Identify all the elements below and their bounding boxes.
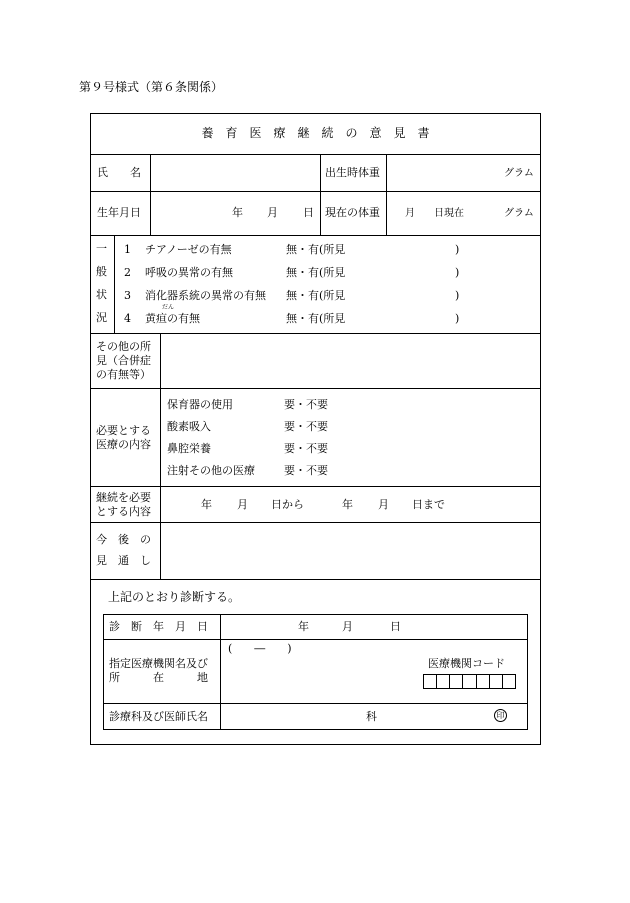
birthdate-month: 月 [267, 206, 278, 219]
diagnosis-month: 月 [342, 620, 353, 633]
care-item-label: 注射その他の医療 [167, 464, 255, 477]
care-item-label: 保育器の使用 [167, 398, 233, 411]
diagnosis-date-field[interactable] [222, 616, 526, 637]
general-item-close: ) [455, 289, 460, 302]
col-line [150, 154, 151, 235]
current-weight-unit: グラム [504, 208, 534, 219]
other-findings-field[interactable] [162, 335, 538, 386]
code-divider [489, 674, 490, 689]
birthdate-field[interactable] [152, 193, 318, 233]
general-item-close: ) [455, 266, 460, 279]
continuation-until-day: 日まで [412, 498, 445, 511]
care-item-option[interactable]: 要・不要 [284, 398, 328, 411]
form-number: 第９号様式（第６条関係） [79, 80, 224, 94]
doctor-field[interactable] [222, 705, 482, 728]
general-item-num: 4 [124, 312, 131, 325]
current-weight-month: 月 [405, 208, 415, 219]
general-item-option[interactable]: 無・有(所見 [286, 289, 346, 302]
name-label: 氏 名 [97, 166, 141, 179]
diagnosis-statement: 上記のとおり診断する。 [108, 590, 241, 604]
outlook-label-2: 見 通 し [96, 554, 151, 567]
outlook-label-1: 今 後 の [96, 533, 151, 546]
continuation-label-1: 継続を必要 [96, 491, 151, 504]
diagnosis-day: 日 [390, 620, 401, 633]
jaundice-ruby: だん [162, 304, 175, 311]
row-line [90, 154, 541, 155]
row-line [90, 579, 541, 580]
institution-label-2: 所 在 地 [109, 671, 208, 684]
department-suffix: 科 [366, 710, 377, 723]
general-item-label: チアノーゼの有無 [145, 243, 232, 256]
general-label-char: 状 [96, 288, 107, 301]
care-item-label: 酸素吸入 [167, 420, 211, 433]
row-line [103, 703, 528, 704]
code-divider [449, 674, 450, 689]
current-weight-field[interactable] [388, 193, 538, 233]
seal-icon: 印 [494, 709, 507, 722]
row-line [90, 486, 541, 487]
doctor-label: 診療科及び医師氏名 [109, 710, 208, 723]
other-findings-label-3: の有無等） [96, 368, 151, 381]
col-line [320, 154, 321, 235]
general-item-num: 2 [124, 266, 131, 279]
other-findings-label-1: その他の所 [96, 340, 151, 353]
general-label-char: 一 [96, 242, 107, 255]
institution-field[interactable] [222, 656, 412, 701]
row-line [90, 235, 541, 236]
general-item-option[interactable]: 無・有(所見 [286, 312, 346, 325]
required-care-label-2: 医療の内容 [96, 438, 151, 451]
care-item-option[interactable]: 要・不要 [284, 442, 328, 455]
name-field[interactable] [152, 156, 318, 189]
general-label-char: 般 [96, 265, 107, 278]
general-item-close: ) [455, 243, 460, 256]
code-divider [462, 674, 463, 689]
continuation-until-month: 月 [378, 498, 389, 511]
birthdate-label: 生年月日 [97, 206, 141, 219]
row-line [90, 191, 541, 192]
general-label-char: 況 [96, 311, 107, 324]
general-item-option[interactable]: 無・有(所見 [286, 266, 346, 279]
diagnosis-year: 年 [298, 620, 309, 633]
birth-weight-unit: グラム [504, 168, 534, 179]
row-line [103, 639, 528, 640]
code-divider [476, 674, 477, 689]
col-line [114, 235, 115, 333]
row-line [90, 333, 541, 334]
birth-weight-label: 出生時体重 [325, 166, 380, 179]
row-line [90, 522, 541, 523]
institution-code-label: 医療機関コード [428, 657, 505, 670]
continuation-from-day: 日から [271, 498, 304, 511]
phone-format: ( ― ) [228, 642, 292, 655]
birth-weight-field[interactable] [388, 156, 498, 189]
continuation-until-year: 年 [342, 498, 353, 511]
col-line [160, 333, 161, 579]
continuation-from-month: 月 [237, 498, 248, 511]
general-item-label: 呼吸の異常の有無 [145, 266, 233, 279]
row-line [90, 388, 541, 389]
outlook-field[interactable] [162, 524, 538, 577]
care-item-label: 鼻腔栄養 [167, 442, 211, 455]
continuation-from-year: 年 [201, 498, 212, 511]
birthdate-year: 年 [232, 206, 243, 219]
current-weight-asof: 日現在 [434, 208, 464, 219]
birthdate-day: 日 [303, 206, 314, 219]
general-item-num: 3 [124, 289, 131, 302]
institution-label-1: 指定医療機関名及び [109, 657, 208, 670]
code-divider [502, 674, 503, 689]
other-findings-label-2: 見（合併症 [96, 354, 151, 367]
care-item-option[interactable]: 要・不要 [284, 464, 328, 477]
general-item-label: 黄疸の有無 [145, 312, 200, 325]
care-item-option[interactable]: 要・不要 [284, 420, 328, 433]
current-weight-label: 現在の体重 [325, 206, 380, 219]
continuation-label-2: とする内容 [96, 505, 151, 518]
col-line [386, 154, 387, 235]
code-divider [436, 674, 437, 689]
general-item-close: ) [455, 312, 460, 325]
diagnosis-date-label: 診 断 年 月 日 [109, 620, 208, 633]
general-item-label: 消化器系統の異常の有無 [145, 289, 266, 302]
general-item-num: 1 [124, 243, 131, 256]
form-title: 養 育 医 療 継 続 の 意 見 書 [201, 126, 430, 140]
required-care-label-1: 必要とする [96, 424, 151, 437]
general-item-option[interactable]: 無・有(所見 [286, 243, 346, 256]
col-line [220, 614, 221, 730]
continuation-field[interactable] [162, 488, 538, 520]
